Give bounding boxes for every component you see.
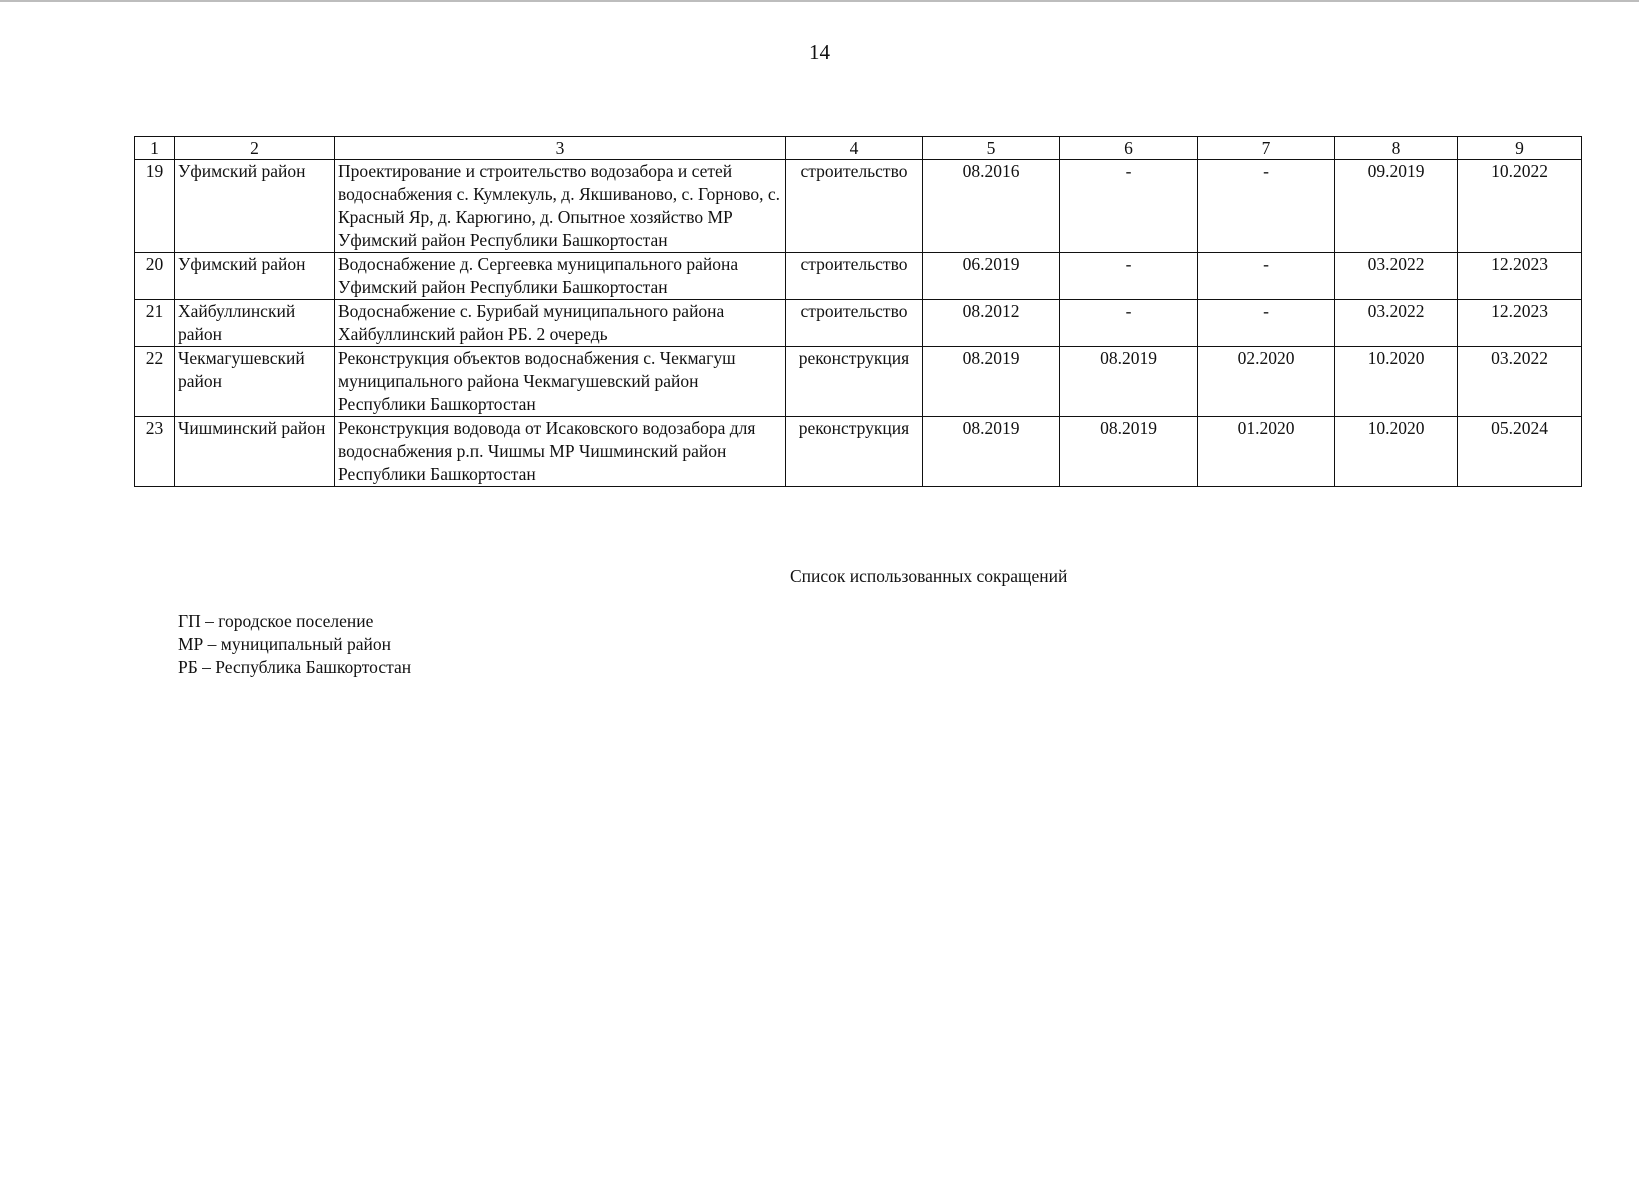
row-number: 19: [135, 160, 175, 253]
date-cell: 12.2023: [1458, 300, 1582, 347]
table-row: [135, 417, 1582, 487]
date-cell: 03.2022: [1458, 347, 1582, 417]
header-cell: 4: [786, 137, 923, 160]
header-cell: 9: [1458, 137, 1582, 160]
description-cell: Реконструкция объектов водоснабжения с. Чекмагуш муниципального района Чекмагушевский район Республики Башкортостан: [335, 347, 786, 417]
district-cell: Чишминский район: [175, 417, 335, 487]
date-cell: -: [1198, 300, 1335, 347]
table-row: [135, 253, 1582, 300]
date-cell: -: [1060, 253, 1198, 300]
district-cell: Уфимский район: [175, 253, 335, 300]
row-number: 20: [135, 253, 175, 300]
type-cell: реконструкция: [786, 417, 923, 487]
top-rule: [0, 0, 1639, 2]
date-cell: -: [1198, 160, 1335, 253]
date-cell: 08.2016: [923, 160, 1060, 253]
page-number: 14: [809, 40, 830, 64]
date-cell: -: [1198, 253, 1335, 300]
abbreviations-title: Список использованных сокращений: [790, 566, 1068, 586]
date-cell: 08.2019: [1060, 347, 1198, 417]
date-cell: 02.2020: [1198, 347, 1335, 417]
district-cell: Уфимский район: [175, 160, 335, 253]
date-cell: 01.2020: [1198, 417, 1335, 487]
header-cell: 8: [1335, 137, 1458, 160]
type-cell: строительство: [786, 300, 923, 347]
schedule-table: [134, 136, 1582, 487]
date-cell: 03.2022: [1335, 300, 1458, 347]
header-cell: 6: [1060, 137, 1198, 160]
date-cell: -: [1060, 160, 1198, 253]
table-row: [135, 347, 1582, 417]
header-cell: 7: [1198, 137, 1335, 160]
header-cell: 2: [175, 137, 335, 160]
description-cell: Проектирование и строительство водозабора и сетей водоснабжения с. Кумлекуль, д. Якшиваново, с. Горново, с. Красный Яр, д. Карюгино, д. Опытное хозяйство МР Уфимский район Республики Башкортостан: [335, 160, 786, 253]
description-cell: Реконструкция водовода от Исаковского водозабора для водоснабжения р.п. Чишмы МР Чишминский район Республики Башкортостан: [335, 417, 786, 487]
header-row: [135, 137, 1582, 160]
date-cell: 10.2020: [1335, 347, 1458, 417]
row-number: 22: [135, 347, 175, 417]
row-number: 21: [135, 300, 175, 347]
type-cell: строительство: [786, 253, 923, 300]
date-cell: -: [1060, 300, 1198, 347]
date-cell: 08.2012: [923, 300, 1060, 347]
abbreviations-list: [178, 610, 411, 679]
description-cell: Водоснабжение с. Бурибай муниципального района Хайбуллинский район РБ. 2 очередь: [335, 300, 786, 347]
abbreviation-item: МР – муниципальный район: [178, 634, 391, 654]
type-cell: реконструкция: [786, 347, 923, 417]
district-cell: Чекмагушевский район: [175, 347, 335, 417]
date-cell: 08.2019: [923, 347, 1060, 417]
date-cell: 05.2024: [1458, 417, 1582, 487]
header-cell: 5: [923, 137, 1060, 160]
date-cell: 03.2022: [1335, 253, 1458, 300]
abbreviation-item: РБ – Республика Башкортостан: [178, 657, 412, 677]
date-cell: 12.2023: [1458, 253, 1582, 300]
row-number: 23: [135, 417, 175, 487]
date-cell: 08.2019: [923, 417, 1060, 487]
district-cell: Хайбуллинский район: [175, 300, 335, 347]
table-row: [135, 160, 1582, 253]
header-cell: 3: [335, 137, 786, 160]
date-cell: 10.2020: [1335, 417, 1458, 487]
table-row: [135, 300, 1582, 347]
type-cell: строительство: [786, 160, 923, 253]
date-cell: 08.2019: [1060, 417, 1198, 487]
date-cell: 09.2019: [1335, 160, 1458, 253]
date-cell: 06.2019: [923, 253, 1060, 300]
date-cell: 10.2022: [1458, 160, 1582, 253]
abbreviation-item: ГП – городское поселение: [178, 611, 374, 631]
header-cell: 1: [135, 137, 175, 160]
description-cell: Водоснабжение д. Сергеевка муниципального района Уфимский район Республики Башкортостан: [335, 253, 786, 300]
